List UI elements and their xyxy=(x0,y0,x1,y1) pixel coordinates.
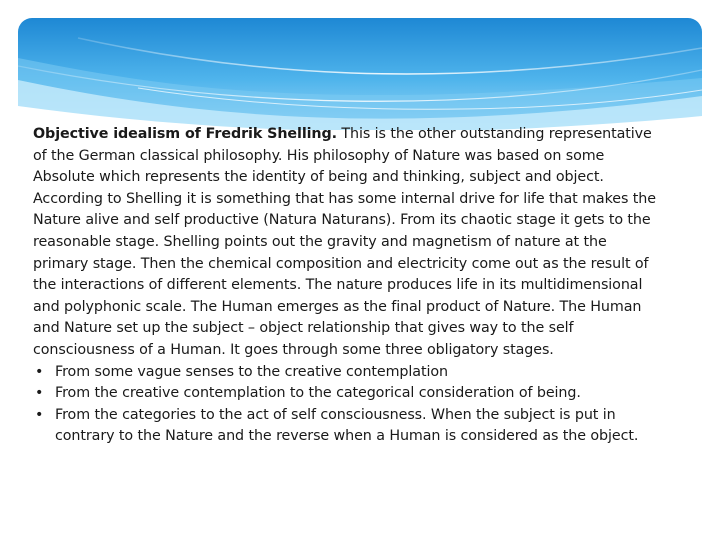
header-banner xyxy=(18,18,702,130)
intro-text: This is the other outstanding representative of the German classical philosophy. His philosophy of Nature was based on some Absolute which represents the identity of being and thinking, subject and object. According to Shelling it is something that has some internal drive for life that makes the Nature alive and self productive (Natura Naturans). From its chaotic stage it gets to the reasonable stage. Shelling points out the gravity and magnetism of nature at the primary stage. Then the chemical composition and electricity come out as the result of the interactions of different elements. The nature produces life in its multidimensional and polyphonic scale. The Human emerges as the final product of Nature. The Human and Nature set up the subject – object relationship that gives way to the self consciousness of a Human. It goes through some three obligatory stages. xyxy=(33,126,656,358)
stages-list xyxy=(33,362,663,448)
bullet-icon: • xyxy=(35,406,44,423)
list-item xyxy=(33,405,663,448)
wave-banner-graphic xyxy=(18,18,702,130)
list-item xyxy=(33,383,663,405)
list-item-text: From some vague senses to the creative contemplation xyxy=(55,363,448,380)
bullet-icon: • xyxy=(35,363,44,380)
list-item xyxy=(33,362,663,384)
slide-heading: Objective idealism of Fredrik Shelling. xyxy=(33,126,337,142)
list-item-text: From the categories to the act of self consciousness. When the subject is put in contrary to the Nature and the reverse when a Human is considered as the object. xyxy=(55,406,639,445)
slide-body xyxy=(33,124,663,448)
list-item-text: From the creative contemplation to the categorical consideration of being. xyxy=(55,385,581,402)
intro-paragraph xyxy=(33,124,663,362)
bullet-icon: • xyxy=(35,385,44,402)
